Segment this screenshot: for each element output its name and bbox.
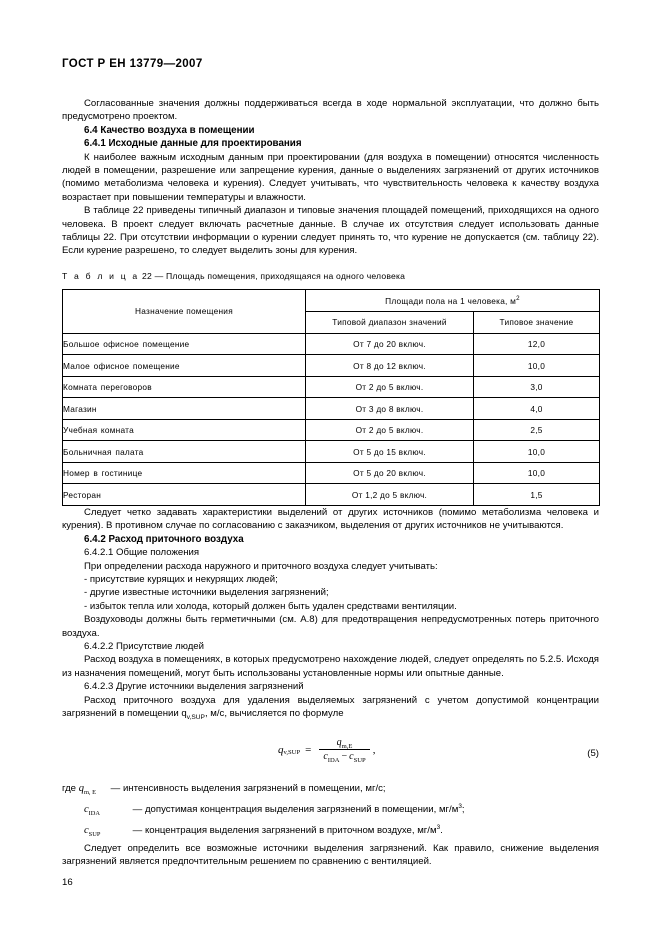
cell-room-name: Большое офисное помещение [63, 333, 306, 355]
formula-block [62, 737, 599, 771]
table-caption-number: 22 [142, 270, 152, 281]
cell-value: 1,5 [474, 484, 600, 506]
cell-value: 3,0 [474, 376, 600, 398]
formula-num-sub: m,E [341, 743, 353, 751]
table-caption-text: Площадь помещения, приходящаяся на одного человека [165, 270, 406, 281]
table-header [63, 289, 600, 333]
table-header-floor-area [306, 289, 600, 311]
table-row [63, 462, 600, 484]
definition-symbol-sub: SUP [88, 831, 101, 839]
paragraph-formula-intro [62, 694, 599, 725]
cell-room-name: Ресторан [63, 484, 306, 506]
definition-text: допустимая концентрация выделения загрязнений в помещении, мг/м [144, 804, 459, 816]
cell-value: 2,5 [474, 419, 600, 441]
cell-range: От 3 до 8 включ. [306, 398, 474, 420]
definition-symbol-base: q [78, 783, 84, 795]
formula-definitions [62, 782, 599, 841]
page-content [62, 97, 599, 869]
formula-lhs-sub: v,SUP [283, 749, 301, 757]
cell-room-name: Магазин [63, 398, 306, 420]
heading-6-4-2: 6.4.2 Расход приточного воздуха [84, 533, 244, 545]
formula-equals: = [305, 743, 312, 756]
where-label: где [62, 783, 77, 795]
cell-range: От 5 до 15 включ. [306, 441, 474, 463]
definition-line [62, 782, 599, 800]
formula-den-symbol-1: c [323, 751, 328, 763]
definition-tail: ; [461, 804, 465, 816]
definition-symbol [78, 783, 97, 797]
cell-range: От 5 до 20 включ. [306, 462, 474, 484]
paragraph-agreed-values: Согласованные значения должны поддерживаться всегда в ходе нормальной эксплуатации, что должно быть предусмотрено проектом. [62, 98, 599, 123]
table-row [63, 355, 600, 377]
heading-6-4: 6.4 Качество воздуха в помещении [84, 124, 255, 136]
bullet-other-sources: - другие известные источники выделения загрязнений; [84, 587, 329, 599]
definition-text: интенсивность выделения загрязнений в помещении, мг/с; [122, 783, 386, 795]
table-caption [62, 271, 599, 282]
definition-symbol-sub: IDA [88, 810, 101, 818]
formula-den-symbol-2: c [349, 751, 354, 763]
cell-range: От 7 до 20 включ. [306, 333, 474, 355]
table-row [63, 484, 600, 506]
bullet-smokers: - присутствие курящих и некурящих людей; [84, 573, 278, 585]
formula-den-sub-2: SUP [353, 757, 366, 765]
paragraph-table-ref: В таблице 22 приведены типичный диапазон и типовые значения площадей помещений, приходящихся на одного человека. В проект следует включать расчетные данные. В случае их отсутствия следует использовать данные таблицы 22. При отсутствии информации о курении следует принять то, что курение не допускается (см. таблицу 22). Если курение разрешено, то следует выделить зоны для курения. [62, 205, 599, 257]
definition-unit-exponent: 3 [458, 802, 462, 810]
cell-value: 12,0 [474, 333, 600, 355]
heading-6-4-2-3: 6.4.2.3 Другие источники выделения загрязнений [84, 681, 304, 693]
definition-line [62, 800, 599, 821]
formula-intro-head: Расход приточного воздуха для удаления выделяемых загрязнений с учетом допустимой концентрации загрязнений в помещении q [62, 694, 599, 719]
cell-room-name: Малое офисное помещение [63, 355, 306, 377]
heading-6-4-1: 6.4.1 Исходные данные для проектирования [84, 138, 302, 150]
formula-denominator [319, 749, 369, 765]
formula-den-minus: − [341, 751, 348, 763]
paragraph-design-data: К наиболее важным исходным данным при проектировании (для воздуха в помещении) относятся численность людей в помещении, разрешение или запрещение курения, данные о выделениях загрязнений от других источников (помимо метаболизма человека и курения). Следует учитывать, что чувствительность человека к качеству воздуха возрастает при повышении температуры и влажности. [62, 151, 599, 203]
paragraph-emission-characteristics: Следует четко задавать характеристики выделений от других источников (помимо метаболизма человека и курения). В противном случае по согласованию с заказчиком, выделения от других источников не учитываются. [62, 506, 599, 532]
definition-symbol [84, 825, 101, 839]
formula-intro-tail: , м/с, вычисляется по формуле [204, 707, 344, 719]
cell-room-name: Учебная комната [63, 419, 306, 441]
table-caption-label: Т а б л и ц а [62, 270, 140, 281]
table-body [63, 333, 600, 505]
standard-header: ГОСТ Р ЕН 13779—2007 [62, 58, 203, 70]
table-header-floor-area-text: Площади пола на 1 человека, м [385, 295, 517, 306]
cell-range: От 8 до 12 включ. [306, 355, 474, 377]
table-row [63, 376, 600, 398]
formula-intro-sub: v,SUP [186, 713, 205, 721]
paragraph-final: Следует определить все возможные источники выделения загрязнений. Как правило, снижение выделения загрязнений является предпочтительным решением по сравнению с вентиляцией. [62, 842, 599, 868]
definition-symbol-wrap [62, 803, 130, 821]
formula-number: (5) [587, 748, 599, 760]
formula-expression [278, 737, 376, 765]
paragraph-ducts-airtight: Воздуховоды должны быть герметичными (см. А.8) для предотвращения непредусмотренных потерь приточного воздуха. [62, 614, 599, 639]
paragraph-airflow-determination: При определении расхода наружного и приточного воздуха следует учитывать: [84, 560, 438, 572]
formula-num-symbol: q [336, 737, 342, 749]
definition-tail: . [440, 825, 443, 837]
table-header-typical: Типовое значение [474, 311, 600, 333]
cell-value: 10,0 [474, 355, 600, 377]
heading-6-4-2-2: 6.4.2.2 Присутствие людей [84, 640, 204, 652]
cell-range: От 1,2 до 5 включ. [306, 484, 474, 506]
table-row [63, 441, 600, 463]
definition-dash: — [110, 783, 121, 795]
table-header-purpose: Назначение помещения [63, 289, 306, 333]
formula-numerator [333, 737, 357, 749]
cell-room-name: Комната переговоров [63, 376, 306, 398]
definition-dash: — [132, 825, 143, 837]
table-header-floor-area-unit: 2 [516, 294, 520, 302]
table-header-range: Типовой диапазон значений [306, 311, 474, 333]
table-caption-dash: — [154, 270, 164, 281]
heading-6-4-2-1: 6.4.2.1 Общие положения [84, 547, 200, 559]
cell-value: 10,0 [474, 441, 600, 463]
where-word [62, 782, 108, 800]
definition-symbol-sub: m, E [83, 789, 97, 797]
cell-value: 10,0 [474, 462, 600, 484]
table-row [63, 419, 600, 441]
cell-room-name: Больничная палата [63, 441, 306, 463]
table-row [63, 398, 600, 420]
cell-value: 4,0 [474, 398, 600, 420]
definition-symbol [84, 804, 101, 818]
formula-fraction [319, 737, 369, 765]
formula-trailing-comma: , [372, 743, 376, 756]
table-row [63, 333, 600, 355]
page-number: 16 [62, 877, 73, 888]
formula-den-sub-1: IDA [327, 757, 340, 765]
definition-text: концентрация выделения загрязнений в приточном воздухе, мг/м [144, 825, 437, 837]
cell-range: От 2 до 5 включ. [306, 419, 474, 441]
paragraph-occupancy: Расход воздуха в помещениях, в которых предусмотрено нахождение людей, следует определять по 5.2.5. Исходя из назначения помещений, могут быть использованы установленные нормы или опытные данные. [62, 654, 599, 679]
definition-symbol-wrap [62, 824, 130, 842]
cell-range: От 2 до 5 включ. [306, 376, 474, 398]
definition-symbol-base: c [84, 825, 89, 837]
bullet-heat-excess: - избыток тепла или холода, который должен быть удален средствами вентиляции. [84, 600, 457, 612]
room-area-table [62, 289, 600, 506]
formula-lhs-symbol: q [278, 743, 284, 756]
table-header-row-1 [63, 289, 600, 311]
definition-dash: — [132, 804, 143, 816]
definition-line [62, 821, 599, 842]
cell-room-name: Номер в гостинице [63, 462, 306, 484]
definition-unit-exponent: 3 [436, 823, 441, 831]
definition-symbol-base: c [84, 804, 89, 816]
